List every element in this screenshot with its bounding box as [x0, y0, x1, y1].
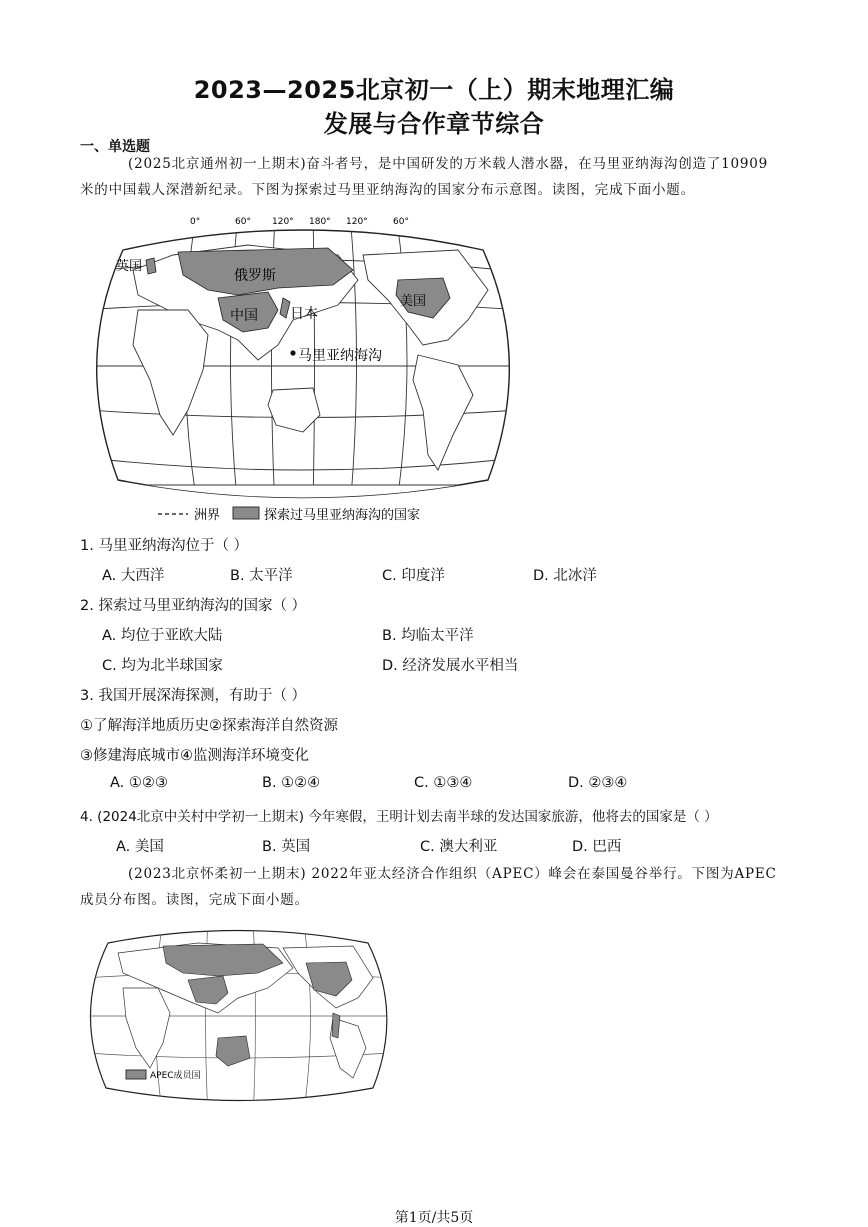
q4-option-a[interactable]: A. 美国: [116, 839, 164, 855]
label-trench: 马里亚纳海沟: [298, 348, 382, 364]
intro2-line2: 成员分布图。读图，完成下面小题。: [80, 892, 309, 908]
q2-option-b[interactable]: B. 均临太平洋: [382, 628, 474, 644]
q2-option-a[interactable]: A. 均位于亚欧大陆: [102, 628, 223, 644]
label-russia: 俄罗斯: [234, 268, 276, 284]
q4-option-d[interactable]: D. 巴西: [572, 839, 622, 855]
intro1-line1: (2025北京通州初一上期末)奋斗者号，是中国研发的万米载人潜水器，在马里亚纳海沟创造了10909: [128, 156, 769, 172]
uk-shape: [146, 258, 156, 274]
deg-60w: 60°: [393, 217, 409, 227]
label-usa: 美国: [400, 294, 427, 309]
q4-option-b[interactable]: B. 英国: [262, 839, 311, 855]
q1-stem: 1. 马里亚纳海沟位于（ ）: [80, 538, 249, 554]
q3-option-b[interactable]: B. ①②④: [262, 775, 321, 791]
q1-option-b[interactable]: B. 太平洋: [230, 568, 293, 584]
deg-120w: 120°: [346, 217, 368, 227]
q2-option-d[interactable]: D. 经济发展水平相当: [382, 658, 519, 674]
q3-option-a[interactable]: A. ①②③: [110, 775, 168, 791]
deg-0: 0°: [190, 217, 201, 227]
deg-180: 180°: [309, 217, 331, 227]
section-label: 一、单选题: [80, 139, 150, 155]
q2-stem: 2. 探索过马里亚纳海沟的国家（ ）: [80, 598, 307, 614]
q1-option-d[interactable]: D. 北冰洋: [533, 568, 597, 584]
label-uk: 英国: [116, 259, 143, 274]
intro2-line1: (2023北京怀柔初一上期末) 2022年亚太经济合作组织（APEC）峰会在泰国曼谷举行。下图为APEC: [128, 866, 777, 882]
label-china: 中国: [230, 308, 258, 324]
trench-marker: [290, 350, 295, 355]
apec-map: [78, 918, 398, 1118]
q3-option-c[interactable]: C. ①③④: [414, 775, 473, 791]
deg-120: 120°: [272, 217, 294, 227]
world-map-1: [78, 210, 528, 530]
page-title: 2023—2025北京初一（上）期末地理汇编: [193, 76, 675, 104]
page-number: 第1页/共5页: [394, 1210, 474, 1226]
legend-boundary: 洲界: [194, 508, 221, 523]
q3-statements-1: ①了解海洋地质历史②探索海洋自然资源: [80, 718, 338, 734]
apec-legend-label: APEC成员国: [150, 1071, 201, 1081]
q3-option-d[interactable]: D. ②③④: [568, 775, 628, 791]
q3-stem: 3. 我国开展深海探测，有助于（ ）: [80, 688, 307, 704]
page-subtitle: 发展与合作章节综合: [323, 110, 545, 138]
q3-statements-2: ③修建海底城市④监测海洋环境变化: [80, 748, 309, 764]
deg-60: 60°: [235, 217, 251, 227]
intro1-line2: 米的中国载人深潜新纪录。下图为探索过马里亚纳海沟的国家分布示意图。读图，完成下面小题。: [80, 182, 695, 198]
q2-option-c[interactable]: C. 均为北半球国家: [102, 658, 223, 674]
legend-countries: 探索过马里亚纳海沟的国家: [264, 508, 421, 523]
q1-option-a[interactable]: A. 大西洋: [102, 568, 165, 584]
label-japan: 日本: [290, 306, 318, 322]
q4-stem: 4. (2024北京中关村中学初一上期末) 今年寒假，王明计划去南半球的发达国家旅游，他将去的国家是（ ）: [80, 809, 718, 825]
apec-legend-swatch: [126, 1070, 146, 1079]
q1-option-c[interactable]: C. 印度洋: [382, 568, 445, 584]
map1-legend: [158, 507, 420, 523]
q4-option-c[interactable]: C. 澳大利亚: [420, 839, 498, 855]
